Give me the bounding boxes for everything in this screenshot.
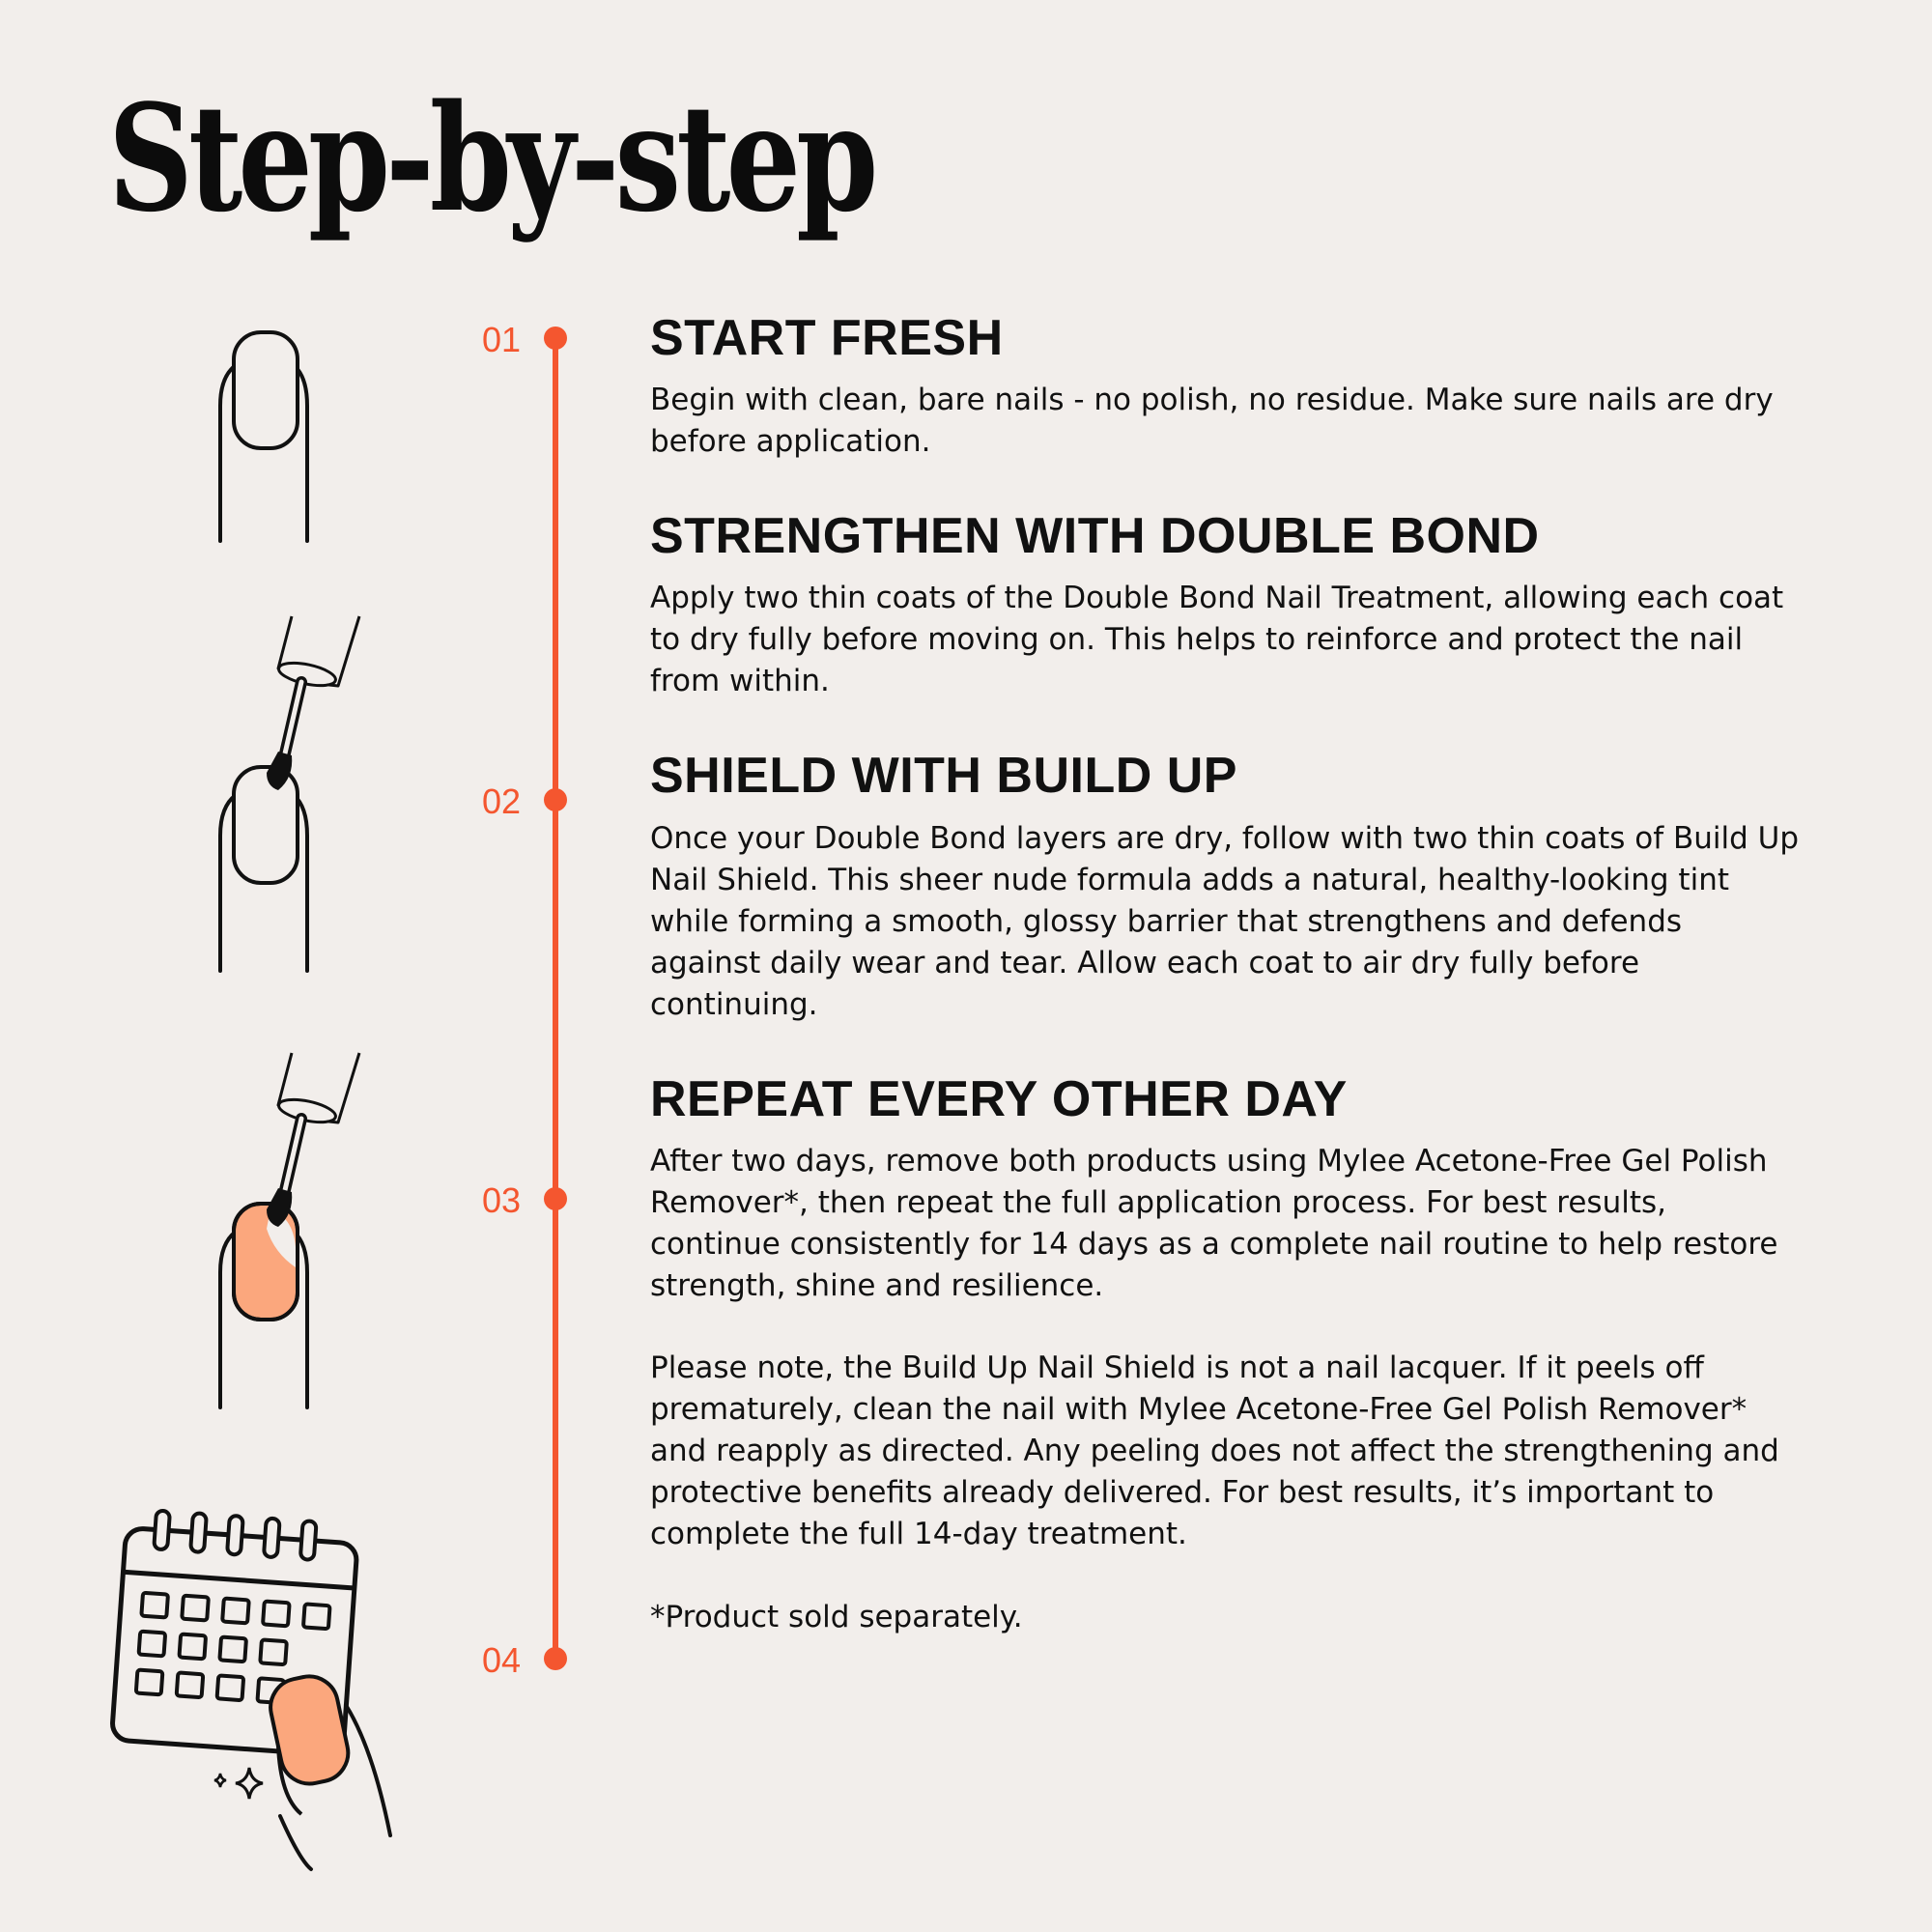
step-body: Once your Double Bond layers are dry, follow with two thin coats of Build Up Nail Shield. This sheer nude formula adds a natural, healthy-looking tint while forming a smooth, glossy barrier that strengthens and defends against daily wear and tear. Allow each coat to air dry fully before continuing.	[650, 820, 1800, 1022]
step-repeat	[650, 1072, 1800, 1307]
step-body: Apply two thin coats of the Double Bond Nail Treatment, allowing each coat to dry fully before moving on. This helps to reinforce and protect the nail from within.	[650, 581, 1784, 699]
step-title: SHIELD WITH BUILD UP	[650, 748, 1237, 805]
step-body: Begin with clean, bare nails - no polish, no residue. Make sure nails are dry before application.	[650, 383, 1774, 460]
timeline-dot-03	[544, 1187, 567, 1210]
brush-tinted-coat-icon	[193, 1045, 386, 1412]
footnote: *Product sold separately.	[650, 1599, 1023, 1634]
step-body: After two days, remove both products using Mylee Acetone-Free Gel Polish Remover*, then repeat the full application process. For best results, continue consistently for 14 days as a complete nail routine to help restore strength, shine and resilience.	[650, 1143, 1778, 1303]
timeline-line	[553, 338, 558, 1660]
step-title: STRENGTHEN WITH DOUBLE BOND	[650, 508, 1540, 565]
bare-nail-icon	[193, 319, 348, 551]
brush-clear-coat-icon	[193, 609, 386, 976]
timeline-dot-01	[544, 327, 567, 350]
step-number-02: 02	[482, 781, 522, 821]
step-start-fresh	[650, 311, 1800, 463]
step-title: REPEAT EVERY OTHER DAY	[650, 1070, 1348, 1127]
step-shield	[650, 749, 1800, 1025]
step-strengthen	[650, 509, 1800, 702]
calendar-icon	[97, 1507, 406, 1874]
timeline-dot-04	[544, 1647, 567, 1670]
timeline-dot-02	[544, 788, 567, 811]
steps-content	[650, 311, 1800, 1668]
step-number-01: 01	[482, 320, 522, 359]
please-note-text: Please note, the Build Up Nail Shield is not a nail lacquer. If it peels off prematurely, clean the nail with Mylee Acetone-Free Gel Polish Remover* and reapply as directed. Any peeling does not affect the strengthening and protective benefits already delivered. For best results, it’s important to complete the full 14-day treatment.	[650, 1350, 1779, 1551]
step-number-03: 03	[482, 1180, 522, 1220]
step-title: START FRESH	[650, 310, 1004, 366]
step-number-04: 04	[482, 1640, 522, 1680]
page-title: Step-by-step	[108, 71, 874, 244]
